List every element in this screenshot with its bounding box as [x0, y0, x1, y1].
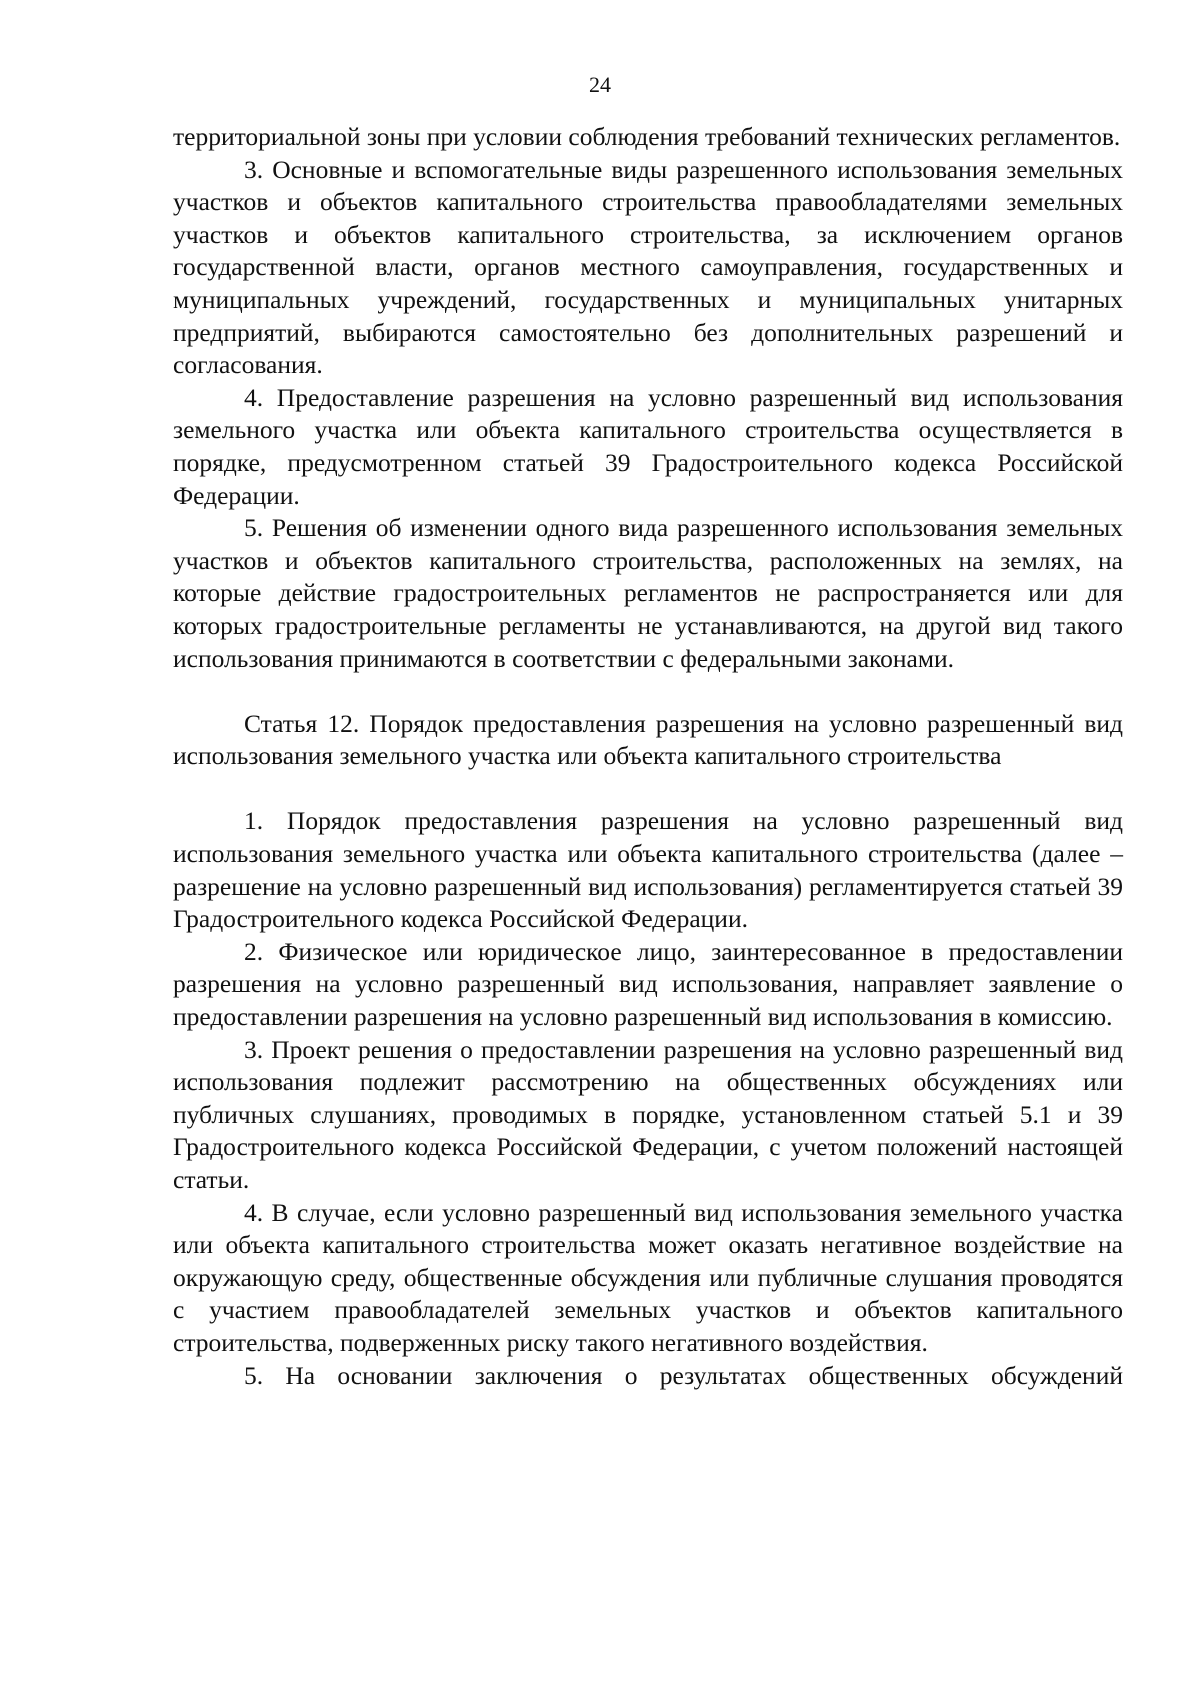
article-paragraph-4: 4. В случае, если условно разрешенный вид использования земельного участка или объекта капитального строительства может оказать негативное воздействие на окружающую среду, общественные обсуждения или публичные слушания проводятся с участием правообладателей земельных участков и объектов капитального строительства, подверженных риску такого негативного воздействия. [173, 1197, 1123, 1357]
article-title: Статья 12. Порядок предоставления разрешения на условно разрешенный вид использования земельного участка или объекта капитального строительства [173, 708, 1123, 771]
paragraph-3-types: 3. Основные и вспомогательные виды разрешенного использования земельных участков и объектов капитального строительства правообладателями земельных участков и объектов капитального строительства, за исключением органов государственной власти, органов местного самоуправления, государственных и муниципальных учреждений, государственных и муниципальных унитарных предприятий, выбираются самостоятельно без дополнительных разрешений и согласования. [173, 154, 1123, 380]
spacer [173, 675, 1123, 708]
article-paragraph-2: 2. Физическое или юридическое лицо, заинтересованное в предоставлении разрешения на условно разрешенный вид использования, направляет заявление о предоставлении разрешения на условно разрешенный вид использования в комиссию. [173, 936, 1123, 1032]
article-paragraph-3: 3. Проект решения о предоставлении разрешения на условно разрешенный вид использования подлежит рассмотрению на общественных обсуждениях или публичных слушаниях, проводимых в порядке, установленном статьей 5.1 и 39 Градостроительного кодекса Российской Федерации, с учетом положений настоящей статьи. [173, 1034, 1123, 1194]
paragraph-5-decisions: 5. Решения об изменении одного вида разрешенного использования земельных участков и объектов капитального строительства, расположенных на землях, на которые действие градостроительных регламентов не распространяется или для которых градостроительные регламенты не устанавливаются, на другой вид такого использования принимаются в соответствии с федеральными законами. [173, 513, 1123, 673]
paragraph-4-permission: 4. Предоставление разрешения на условно разрешенный вид использования земельного участка или объекта капитального строительства осуществляется в порядке, предусмотренном статьей 39 Градостроительного кодекса Российской Федерации. [173, 382, 1123, 510]
document-body [173, 121, 1123, 1392]
article-paragraph-5: 5. На основании заключения о результатах общественных обсуждений [244, 1360, 1123, 1390]
page-number: 24 [589, 72, 611, 97]
spacer [173, 773, 1123, 806]
article-paragraph-1: 1. Порядок предоставления разрешения на условно разрешенный вид использования земельного участка или объекта капитального строительства (далее – разрешение на условно разрешенный вид использования) регламентируется статьей 39 Градостроительного кодекса Российской Федерации. [173, 806, 1123, 934]
continuation-paragraph: территориальной зоны при условии соблюдения требований технических регламентов. [173, 122, 1121, 151]
